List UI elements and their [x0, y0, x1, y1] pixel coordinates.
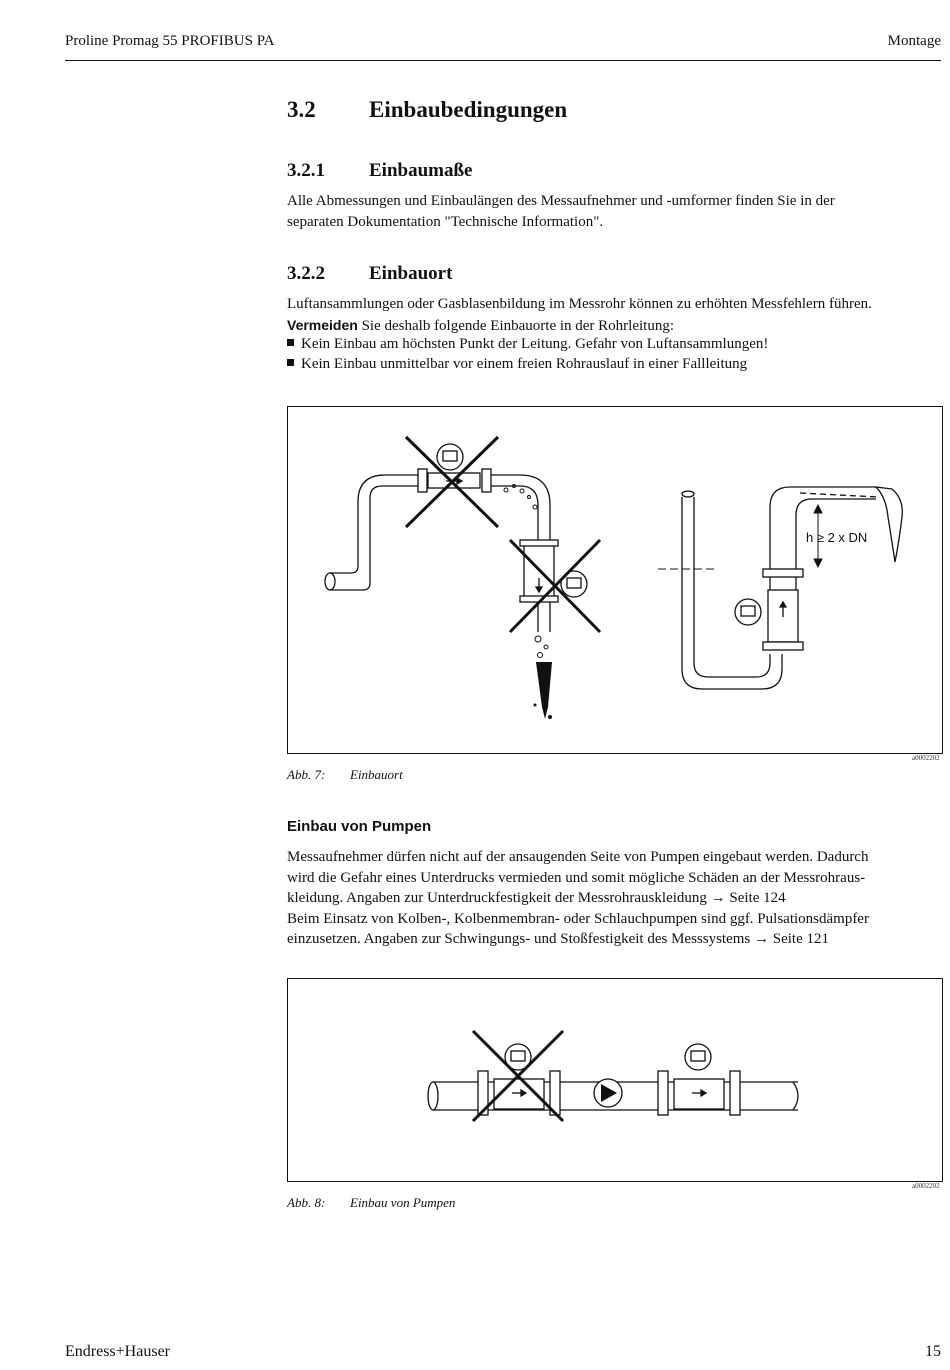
figure-caption-text: Einbauort [350, 767, 403, 782]
paragraph-line [287, 315, 947, 337]
subsection-number-2: 3.2.2 [287, 263, 325, 284]
paragraph-line: kleidung. Angaben zur Unterdruckfestigkeit der Messrohrauskleidung → Seite 124 [287, 890, 786, 907]
bullet-text: Kein Einbau am höchsten Punkt der Leitung. Gefahr von Luftansammlungen! [301, 336, 769, 352]
paragraph-line: Messaufnehmer dürfen nicht auf der ansaugenden Seite von Pumpen eingebaut werden. Dadurch [287, 849, 869, 865]
bullet-item [287, 336, 768, 353]
pipe-outline [330, 486, 430, 590]
paragraph-rest: Sie deshalb folgende Einbauorte in der Rohrleitung: [357, 317, 674, 334]
paragraph-line: einzusetzen. Angaben zur Schwingungs- und Stoßfestigkeit des Messsystems → Seite 121 [287, 931, 830, 948]
pumps-heading: Einbau von Pumpen [287, 818, 432, 835]
subsection-heading-1 [287, 160, 472, 182]
paragraph-line: Beim Einsatz von Kolben-, Kolbenmembran- oder Schlauchpumpen sind ggf. Pulsationsdämpfer [287, 910, 869, 927]
header-chapter: Montage [887, 33, 941, 49]
paragraph-pumps [287, 847, 947, 950]
subsection-number-1: 3.2.1 [287, 160, 325, 181]
transmitter-top [437, 444, 463, 470]
figure-label: Abb. 8: [287, 1195, 326, 1210]
figure-code: a0002202 [912, 754, 940, 762]
bullet-square-icon [287, 339, 294, 346]
paragraph-location [287, 294, 947, 336]
header-doc-title: Proline Promag 55 PROFIBUS PA [65, 33, 275, 49]
bullet-item [287, 356, 747, 373]
figure-pump-installation [287, 978, 943, 1182]
header-rule [65, 60, 941, 61]
section-heading [287, 97, 567, 123]
figure-caption-7 [287, 767, 403, 783]
section-title: Einbaubedingungen [369, 97, 568, 122]
subsection-title-1: Einbaumaße [369, 160, 473, 181]
pump-diagram [288, 979, 942, 1181]
bullet-square-icon [287, 359, 294, 366]
height-annotation: h ≥ 2 x DN [806, 530, 868, 545]
installation-diagram [288, 407, 942, 753]
bullet-text: Kein Einbau unmittelbar vor einem freien Rohrauslauf in einer Fallleitung [301, 356, 748, 372]
subsection-title-2: Einbauort [369, 263, 453, 284]
paragraph-line: separaten Dokumentation "Technische Information". [287, 213, 604, 230]
bold-word: Vermeiden [287, 316, 358, 333]
paragraph-line: Luftansammlungen oder Gasblasenbildung im Messrohr können zu erhöhten Messfehlern führen. [287, 296, 872, 312]
section-number: 3.2 [287, 97, 316, 122]
figure-label: Abb. 7: [287, 767, 326, 782]
footer-company: Endress+Hauser [65, 1343, 170, 1360]
figure-caption-text: Einbau von Pumpen [350, 1195, 456, 1210]
figure-caption-8 [287, 1195, 455, 1211]
paragraph-line: wird die Gefahr eines Unterdrucks vermieden und somit mögliche Schäden an der Messrohraus- [287, 869, 866, 886]
figure-code: a0002202 [912, 1182, 940, 1190]
paragraph-dimensions [287, 191, 947, 232]
figure-installation-location [287, 406, 943, 754]
subsection-heading-2 [287, 263, 452, 285]
page-number: 15 [925, 1343, 941, 1360]
paragraph-line: Alle Abmessungen und Einbaulängen des Messaufnehmer und -umformer finden Sie in der [287, 193, 835, 209]
